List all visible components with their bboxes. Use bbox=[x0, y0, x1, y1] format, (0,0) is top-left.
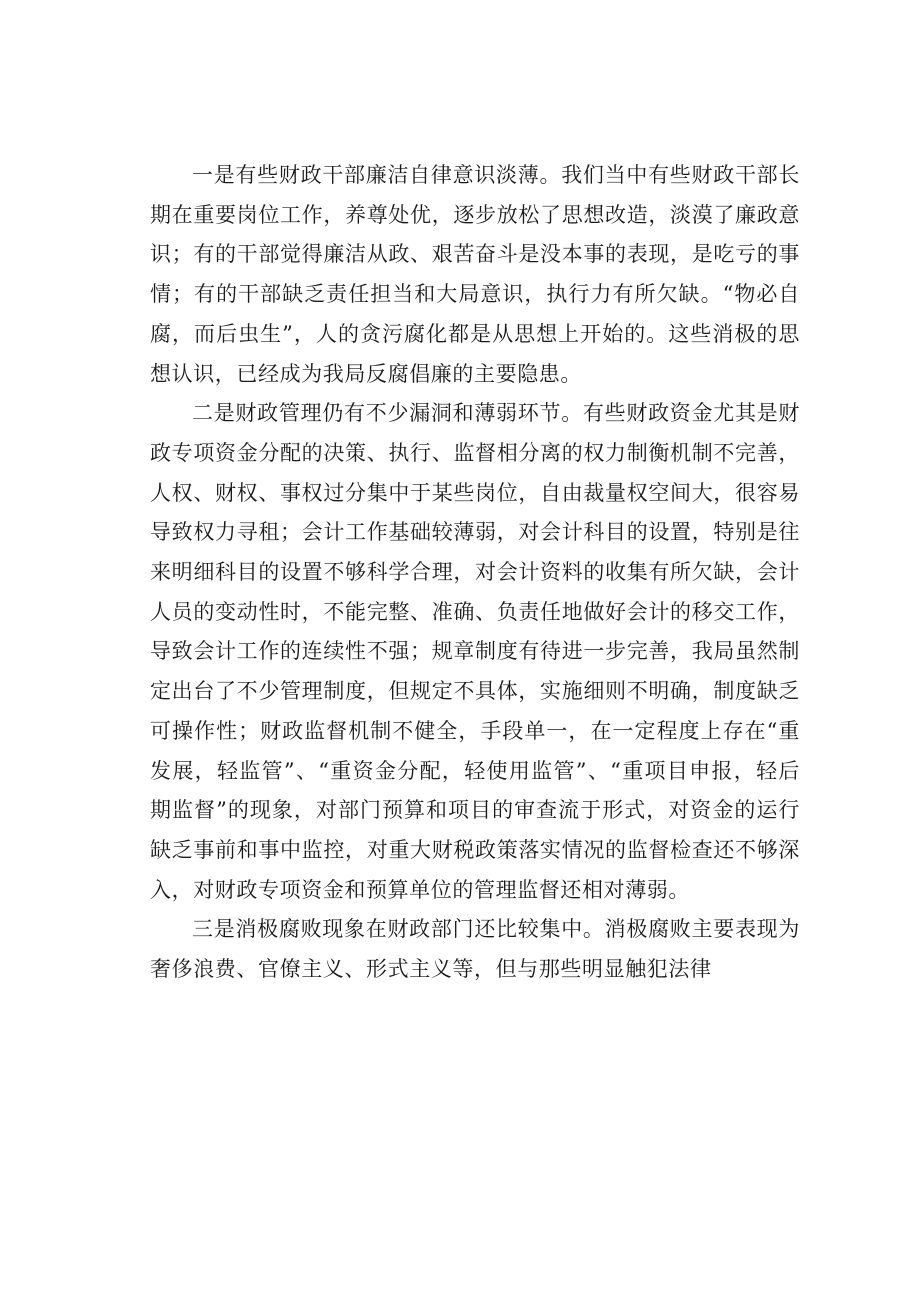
paragraph-2: 二是财政管理仍有不少漏洞和薄弱环节。有些财政资金尤其是财政专项资金分配的决策、执行、监督相分离的权力制衡机制不完善，人权、财权、事权过分集中于某些岗位，自由裁量权空间大，很容易导致权力寻租；会计工作基础较薄弱，对会计科目的设置，特别是往来明细科目的设置不够科学合理，对会计资料的收集有所欠缺，会计人员的变动性时，不能完整、准确、负责任地做好会计的移交工作，导致会计工作的连续性不强；规章制度有待进一步完善，我局虽然制定出台了不少管理制度，但规定不具体，实施细则不明确，制度缺乏可操作性；财政监督机制不健全，手段单一，在一定程度上存在“重发展，轻监管”、“重资金分配，轻使用监管”、“重项目申报，轻后期监督”的现象，对部门预算和项目的审查流于形式，对资金的运行缺乏事前和事中监控，对重大财税政策落实情况的监督检查还不够深入，对财政专项资金和预算单位的管理监督还相对薄弱。 bbox=[150, 401, 800, 902]
document-body bbox=[150, 156, 800, 990]
paragraph-1: 一是有些财政干部廉洁自律意识淡薄。我们当中有些财政干部长期在重要岗位工作，养尊处优，逐步放松了思想改造，淡漠了廉政意识；有的干部觉得廉洁从政、艰苦奋斗是没本事的表现，是吃亏的事情；有的干部缺乏责任担当和大局意识，执行力有所欠缺。“物必自腐，而后虫生”，人的贪污腐化都是从思想上开始的。这些消极的思想认识，已经成为我局反腐倡廉的主要隐患。 bbox=[150, 163, 800, 386]
paragraph-3: 三是消极腐败现象在财政部门还比较集中。消极腐败主要表现为奢侈浪费、官僚主义、形式主义等，但与那些明显触犯法律 bbox=[150, 917, 800, 982]
